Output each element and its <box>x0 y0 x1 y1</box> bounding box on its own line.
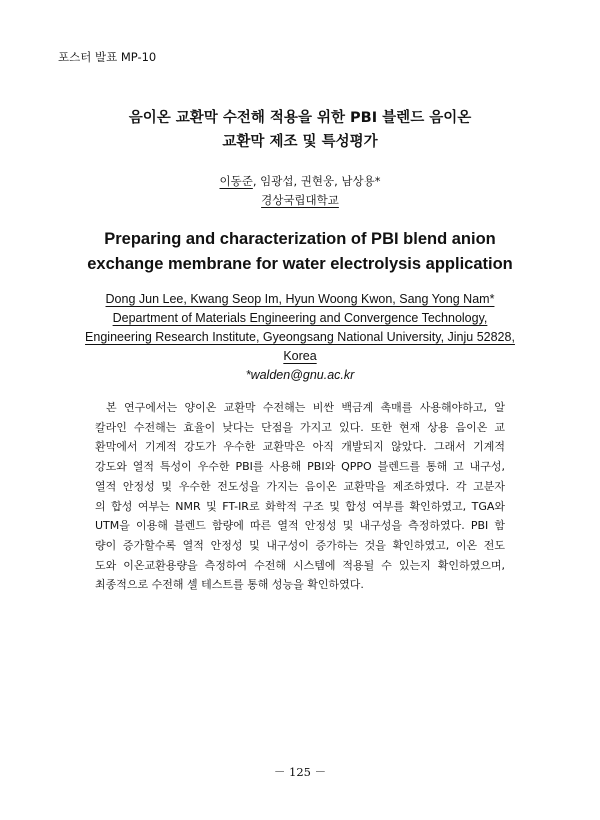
corresponding-email: *walden@gnu.ac.kr <box>245 368 355 382</box>
abstract-line: 최종적으로 수전해 셀 테스트를 통해 성능을 확인하였다. <box>95 578 364 592</box>
session-label: 포스터 발표 MP-10 <box>58 50 157 64</box>
english-affiliation-line-2: Engineering Research Institute, Gyeongsang National University, Jinju 52828, <box>85 330 515 344</box>
korean-title <box>0 106 600 154</box>
abstract-line: 량이 증가할수록 열적 안정성 및 내구성이 증가하는 것을 확인하였고, 이온 전도 <box>95 538 505 552</box>
english-authors <box>0 290 600 385</box>
abstract-line: 본 연구에서는 양이온 교환막 수전해는 비싼 백금계 촉매를 사용해야하고, 알 <box>106 401 505 414</box>
english-title-line-1: Preparing and characterization of PBI blend anion <box>104 230 496 248</box>
english-author-list: Dong Jun Lee, Kwang Seop Im, Hyun Woong Kwon, Sang Yong Nam* <box>105 292 495 306</box>
abstract-line: 의 합성 여부는 NMR 및 FT-IR로 화학적 구조 및 합성 여부를 확인하였고, TGA와 <box>95 499 505 513</box>
abstract-line: 강도와 열적 특성이 우수한 PBI를 사용해 PBI와 QPPO 블렌드를 통해 고 내구성, <box>95 460 505 474</box>
abstract-line: 환막에서 기계적 강도가 우수한 교환막은 아직 개발되지 않았다. 그래서 기계적 <box>95 440 505 454</box>
abstract-line: 도와 이온교환용량을 측정하여 수전해 시스템에 적용될 수 있는지 확인하였으며, <box>95 558 505 572</box>
korean-title-line-2: 교환막 제조 및 특성평가 <box>222 134 378 150</box>
english-title <box>0 227 600 277</box>
english-affiliation-country: Korea <box>283 349 317 363</box>
abstract-line: UTM을 이용해 블렌드 함량에 따른 열적 안정성 및 내구성을 측정하였다. PBI 함 <box>95 519 505 533</box>
abstract-line: 열적 안정성 및 우수한 전도성을 가지는 음이온 교환막을 제조하였다. 각 고분자 <box>95 479 505 493</box>
korean-affiliation: 경상국립대학교 <box>261 193 339 207</box>
page-number: － 125 － <box>273 765 327 779</box>
english-title-line-2: exchange membrane for water electrolysis application <box>87 255 513 273</box>
korean-title-line-1: 음이온 교환막 수전해 적용을 위한 PBI 블렌드 음이온 <box>128 110 472 126</box>
abstract-line: 칼라인 수전해는 효율이 낮다는 단점을 가지고 있다. 또한 현재 상용 음이온 교 <box>95 420 505 434</box>
coauthors-ko: , 임광섭, 권현웅, 남상용* <box>252 174 381 188</box>
abstract-body <box>95 398 505 595</box>
korean-author-list <box>0 172 600 191</box>
korean-authors <box>0 172 600 210</box>
english-affiliation-line-1: Department of Materials Engineering and Convergence Technology, <box>112 311 488 325</box>
presenting-author-ko: 이동준 <box>219 174 253 188</box>
